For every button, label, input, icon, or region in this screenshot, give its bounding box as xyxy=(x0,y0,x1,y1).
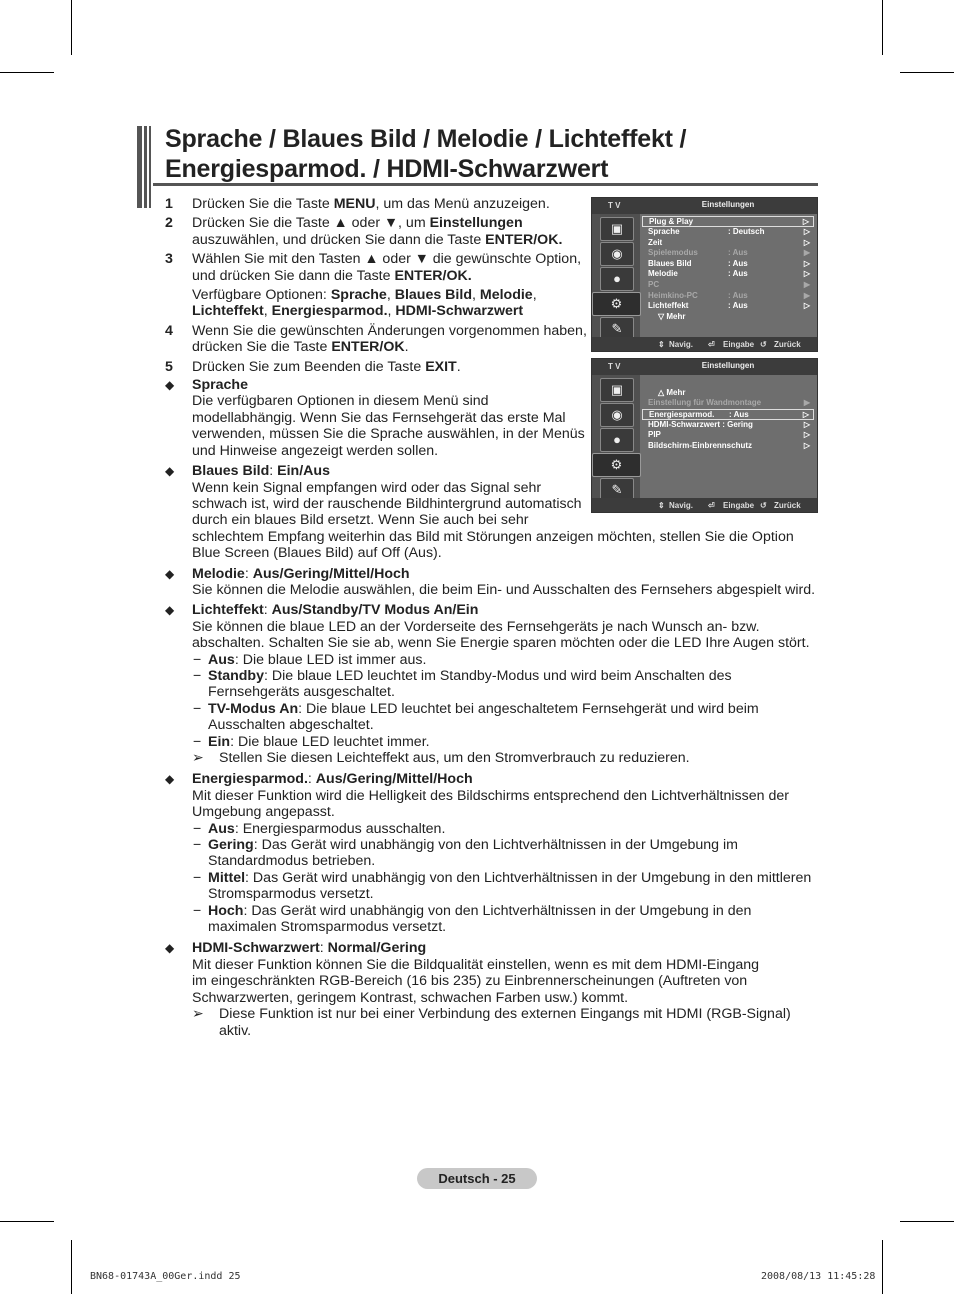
step-3: 3 Wählen Sie mit den Tasten ▲ oder ▼ die gewünschte Option, und drücken Sie dann die Taste ENTER/OK. Verfügbare Optionen: Sprache, Blaues Bild, Melodie, Lichteffekt, Energiesparmod., HDMI-Schwarzwert xyxy=(165,251,582,320)
print-file-info: BN68-01743A_00Ger.indd 25 xyxy=(90,1271,241,1282)
bullet-blaues-bild: ◆ Blaues Bild: Ein/Aus Wenn kein Signal empfangen wird oder das Signal sehr schwach ist, wird der rauschende Bildhintergrund automatisch durch ein blaues Bild ersetzt. Wenn Sie auch bei sehr schlechtem Empfang weiterhin das Bild mit Störungen anzeigen möchten, stellen Sie die Option Blue Screen (Blaues Bild) auf Off (Aus). xyxy=(165,463,794,562)
osd-footer: ⇕ Navig. ⏎ Eingabe ↺ Zurück xyxy=(592,498,817,512)
return-icon: ↺ xyxy=(760,340,767,349)
step-1: 1 Drücken Sie die Taste MENU, um das Menü anzuzeigen. xyxy=(165,196,550,212)
note-arrow-icon: ➢ xyxy=(192,1006,204,1023)
osd-header: T V Einstellungen xyxy=(592,359,817,375)
osd-item-mehr: △ Mehr xyxy=(658,387,686,397)
return-icon: ↺ xyxy=(760,501,767,510)
crop-mark xyxy=(900,1221,954,1222)
channel-icon: ● xyxy=(600,428,634,452)
osd-icon-column xyxy=(592,375,640,501)
osd-item-sprache: Sprache : Deutsch ▷ xyxy=(648,227,810,236)
lichteffekt-standby: − Standby: Die blaue LED leuchtet im Standby-Modus und wird beim Anschalten des Fernsehgeräts ausgeschaltet. xyxy=(193,667,732,701)
nav-arrows-icon: ⇕ xyxy=(658,340,665,349)
bullet-sprache: ◆ Sprache Die verfügbaren Optionen in diesem Menü sind modellabhängig. Wenn Sie das Fernsehgerät das erste Mal verwenden, müssen Sie die Sprache auswählen, in der Menüs und Hinweise angezeigt werden sollen. xyxy=(165,377,585,459)
crop-mark xyxy=(882,0,883,55)
osd-item-zeit: Zeit ▷ xyxy=(648,237,810,247)
crop-mark xyxy=(900,72,954,73)
step-2: 2 Drücken Sie die Taste ▲ oder ▼, um Einstellungen auszuwählen, und drücken Sie dann die Taste ENTER/OK. xyxy=(165,215,563,248)
osd-header: T V Einstellungen xyxy=(592,198,817,214)
energie-hoch: − Hoch: Das Gerät wird unabhängig von den Lichtverhältnissen in der Umgebung in den maximalen Stromsparmodus versetzt. xyxy=(193,902,752,936)
lichteffekt-ein: − Ein: Die blaue LED leuchtet immer. xyxy=(193,733,430,750)
osd-item-pc: PC ▶ xyxy=(648,279,810,289)
crop-mark xyxy=(0,1221,54,1222)
diamond-icon: ◆ xyxy=(165,941,175,956)
osd-item-pip: PIP ▷ xyxy=(648,430,810,440)
osd-item-blaues-bild: Blaues Bild : Aus ▷ xyxy=(648,258,810,268)
crop-mark xyxy=(882,1240,883,1294)
lichteffekt-tv-modus: − TV-Modus An: Die blaue LED leuchtet bei angeschaltetem Fernsehgerät und wird beim Ausschalten abgeschaltet. xyxy=(193,700,759,734)
osd-item-plug-play: Plug & Play ▷ xyxy=(642,216,814,227)
lichteffekt-aus: − Aus: Die blaue LED ist immer aus. xyxy=(193,651,427,668)
osd-settings-menu-2 xyxy=(591,358,818,513)
osd-item-hdmi-schwarzwert: HDMI-Schwarzwert : Gering ▷ xyxy=(648,419,810,429)
crop-mark xyxy=(71,0,72,55)
settings-icon: ⚙ xyxy=(592,453,641,477)
diamond-icon: ◆ xyxy=(165,378,175,393)
sound-icon: ◉ xyxy=(600,403,634,427)
osd-settings-menu-1 xyxy=(591,197,818,352)
osd-footer: ⇕ Navig. ⏎ Eingabe ↺ Zurück xyxy=(592,337,817,351)
title-rule xyxy=(153,183,818,186)
osd-item-heimkino-pc: Heimkino-PC : Aus ▶ xyxy=(648,290,810,300)
note-arrow-icon: ➢ xyxy=(192,750,204,766)
print-timestamp: 2008/08/13 11:45:28 xyxy=(761,1271,876,1282)
osd-icon-column xyxy=(592,214,640,340)
input-icon: ✎ xyxy=(600,478,634,502)
crop-mark xyxy=(0,72,54,73)
diamond-icon: ◆ xyxy=(165,603,175,618)
channel-icon: ● xyxy=(600,267,634,291)
bullet-lichteffekt: ◆ Lichteffekt: Aus/Standby/TV Modus An/Ein Sie können die blaue LED an der Vorderseite des Fernsehgeräts je nach Wunsch an- bzw. abschalten. Schalten Sie sie ab, wenn Sie Energie sparen möchten oder die LED Ihre Augen stört. xyxy=(165,602,810,652)
osd-menu-list xyxy=(642,377,814,452)
osd-item-energiesparmod: Energiesparmod. : Aus ▷ xyxy=(642,409,814,420)
diamond-icon: ◆ xyxy=(165,566,175,581)
nav-arrows-icon: ⇕ xyxy=(658,501,665,510)
osd-item-wandmontage: Einstellung für Wandmontage ▶ xyxy=(648,398,810,408)
enter-icon: ⏎ xyxy=(708,340,715,349)
page-title: Sprache / Blaues Bild / Melodie / Lichteffekt / Energiesparmod. / HDMI-Schwarzwert xyxy=(165,125,687,183)
hdmi-note: ➢ Diese Funktion ist nur bei einer Verbindung des externen Eingangs mit HDMI (RGB-Signal) aktiv. xyxy=(192,1006,791,1039)
osd-item-blank xyxy=(642,377,814,388)
diamond-icon: ◆ xyxy=(165,464,175,479)
enter-icon: ⏎ xyxy=(708,501,715,510)
energie-mittel: − Mittel: Das Gerät wird unabhängig von den Lichtverhältnissen in der Umgebung in den mittleren Stromsparmodus versetzt. xyxy=(193,869,812,903)
osd-item-melodie: Melodie : Aus ▷ xyxy=(648,269,810,279)
bullet-energiesparmod: ◆ Energiesparmod.: Aus/Gering/Mittel/Hoch Mit dieser Funktion wird die Helligkeit des Bildschirms entsprechend den Lichtverhältnissen der Umgebung angepasst. xyxy=(165,771,789,821)
bullet-melodie: ◆ Melodie: Aus/Gering/Mittel/Hoch Sie können die Melodie auswählen, die beim Ein- und Ausschalten des Fernsehers abgespielt wird. xyxy=(165,565,816,598)
step-5: 5 Drücken Sie zum Beenden die Taste EXIT. xyxy=(165,358,461,375)
picture-icon: ▣ xyxy=(600,378,634,402)
osd-item-spielemodus: Spielemodus : Aus ▶ xyxy=(648,248,810,258)
bullet-hdmi-schwarzwert: ◆ HDMI-Schwarzwert: Normal/Gering Mit dieser Funktion können Sie die Bildqualität einstellen, wenn es mit dem HDMI-Eingang im eingeschränkten RGB-Bereich (16 bis 235) zu Einbrennerscheinungen (Auftreten von Schwarzwerten, geringem Kontrast, schwachen Farben usw.) kommt. xyxy=(165,940,760,1006)
energie-aus: − Aus: Energiesparmodus ausschalten. xyxy=(193,820,446,837)
osd-item-mehr: ▽ Mehr xyxy=(658,311,686,321)
osd-item-lichteffekt: Lichteffekt : Aus ▷ xyxy=(648,301,810,311)
crop-mark xyxy=(71,1240,72,1294)
settings-icon: ⚙ xyxy=(592,292,641,316)
page-number-badge: Deutsch - 25 xyxy=(417,1168,537,1189)
picture-icon: ▣ xyxy=(600,217,634,241)
sound-icon: ◉ xyxy=(600,242,634,266)
energie-gering: − Gering: Das Gerät wird unabhängig von den Lichtverhältnissen in der Umgebung im Standardmodus betrieben. xyxy=(193,837,738,870)
osd-menu-list xyxy=(642,216,814,322)
input-icon: ✎ xyxy=(600,317,634,341)
step-4: 4 Wenn Sie die gewünschten Änderungen vorgenommen haben, drücken Sie die Taste ENTER/OK. xyxy=(165,322,587,356)
osd-item-einbrennschutz: Bildschirm-Einbrennschutz ▷ xyxy=(648,440,810,450)
diamond-icon: ◆ xyxy=(165,772,175,787)
lichteffekt-note: ➢ Stellen Sie diesen Leichteffekt aus, um den Stromverbrauch zu reduzieren. xyxy=(192,750,690,766)
